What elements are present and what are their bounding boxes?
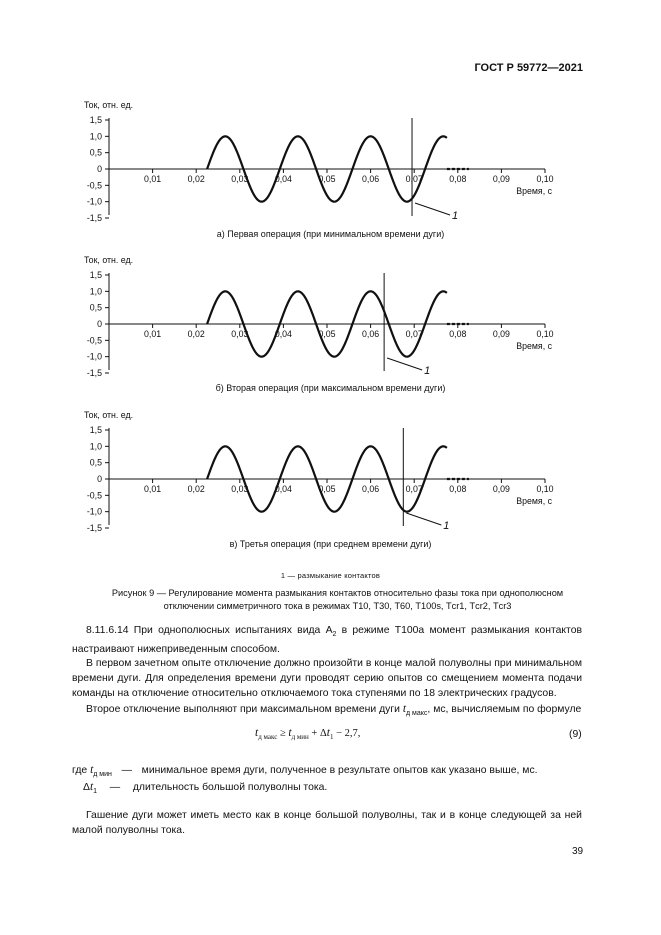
x-tick-label: 0,06 [362,329,380,339]
y-tick-label: -1,5 [86,368,102,378]
callout-label: 1 [424,365,431,377]
x-tick-label: 0,04 [274,329,292,339]
paragraph-first-test: В первом зачетном опыте отключение должно произойти в конце малой полуволны при минимальном времени дуги. Для определения времени дуги проводят серию опытов со смещением момента подачи команды на отключение относительно отключаемого тока ступенями по 18 электрических градусов. [72,658,582,699]
x-tick-label: 0,08 [449,174,467,184]
x-tick-label: 0,10 [536,174,554,184]
y-tick-label: -1,0 [86,196,102,207]
chart-b [0,250,661,390]
y-axis-label: Ток, отн. ед. [84,100,134,110]
standard-code: ГОСТ Р 59772—2021 [474,62,583,74]
x-tick-label: 0,01 [144,484,162,494]
y-axis-label: Ток, отн. ед. [84,255,134,265]
x-tick-label: 0,10 [536,484,554,494]
x-tick-label: 0,04 [274,174,292,184]
x-tick-label: 0,07 [405,174,423,184]
x-axis-label: Время, с [516,341,552,351]
x-axis-label: Время, с [516,496,552,506]
y-tick-label: 1,5 [89,425,102,435]
figure-title-line-1: Рисунок 9 — Регулирование момента размыкания контактов относительно фазы тока при однополюсном [111,588,564,598]
callout-label: 1 [452,210,459,222]
paragraph-arc-extinction: Гашение дуги может иметь место как в конце большой полуволны, так и в конце следующей за ней малой полуволны тока. [72,810,582,836]
y-tick-label: 1,0 [89,131,102,142]
where-item-delta-t1: $\Delta t_1$ — длительность большой полуволны тока. [83,781,328,796]
y-tick-label: -1,5 [86,213,102,223]
y-tick-label: 0 [97,474,102,484]
callout-label: 1 [443,520,450,532]
chart-b-caption: б) Вторая операция (при максимальном времени дуги) [215,383,446,393]
y-tick-label: 0 [97,164,102,174]
formula-9: $t_{д макс} \ge t_{д мин} + \Delta t_1 - 2,7$, [255,727,361,742]
x-tick-label: 0,05 [318,484,336,494]
callout-leader [415,203,450,215]
x-tick-label: 0,09 [492,484,510,494]
y-tick-label: 0,5 [89,302,102,313]
x-tick-label: 0,01 [144,174,162,184]
callout-leader [406,513,441,525]
x-axis-label: Время, с [516,186,552,196]
chart-a-caption: а) Первая операция (при минимальном времени дуги) [216,229,445,239]
y-tick-label: 0,5 [89,457,102,468]
y-tick-label: 1,0 [89,441,102,452]
x-tick-label: 0,03 [231,329,249,339]
x-tick-label: 0,08 [449,329,467,339]
x-tick-label: 0,03 [231,174,249,184]
x-tick-label: 0,02 [187,174,205,184]
figure-legend: 1 — размыкание контактов [280,571,381,580]
chart-c [0,405,661,545]
x-tick-label: 0,08 [449,484,467,494]
callout-leader [387,358,422,370]
x-tick-label: 0,10 [536,329,554,339]
chart-a [0,95,661,235]
y-tick-label: -0,5 [86,335,102,346]
x-tick-label: 0,06 [362,484,380,494]
x-tick-label: 0,09 [492,174,510,184]
formula-number: (9) [569,729,582,740]
y-tick-label: 1,5 [89,270,102,280]
x-tick-label: 0,03 [231,484,249,494]
y-tick-label: 1,0 [89,286,102,297]
y-tick-label: 0,5 [89,147,102,158]
figure-title [60,587,615,613]
y-tick-label: -0,5 [86,180,102,191]
x-tick-label: 0,07 [405,329,423,339]
chart-c-caption: в) Третья операция (при среднем времени дуги) [229,539,432,549]
x-tick-label: 0,04 [274,484,292,494]
x-tick-label: 0,02 [187,484,205,494]
where-item-t-min: где $t_{д мин}$ — минимальное время дуги, полученное в результате опытов как указано выше, мс. [72,764,538,779]
x-tick-label: 0,05 [318,174,336,184]
y-tick-label: -1,5 [86,523,102,533]
y-tick-label: 0 [97,319,102,329]
y-tick-label: -1,0 [86,351,102,362]
x-tick-label: 0,09 [492,329,510,339]
paragraph-second-test: Второе отключение выполняют при максимальном времени дуги $t_{д макс}$, мс, вычисляемым по формуле [86,703,582,718]
y-tick-label: -1,0 [86,506,102,517]
y-tick-label: -0,5 [86,490,102,501]
y-axis-label: Ток, отн. ед. [84,410,134,420]
x-tick-label: 0,07 [405,484,423,494]
x-tick-label: 0,06 [362,174,380,184]
figure-title-line-2: отключении симметричного тока в режимах Т10, Т30, Т60, Т100s, Тcr1, Тcr2, Тcr3 [163,601,512,611]
y-tick-label: 1,5 [89,115,102,125]
page-number: 39 [572,846,584,857]
x-tick-label: 0,01 [144,329,162,339]
x-tick-label: 0,02 [187,329,205,339]
paragraph-8-11-6-14: 8.11.6.14 При однополюсных испытаниях вида $A_2$ в режиме T100a момент размыкания контактов настраивают нижеприведенным способом. [72,625,582,656]
x-tick-label: 0,05 [318,329,336,339]
